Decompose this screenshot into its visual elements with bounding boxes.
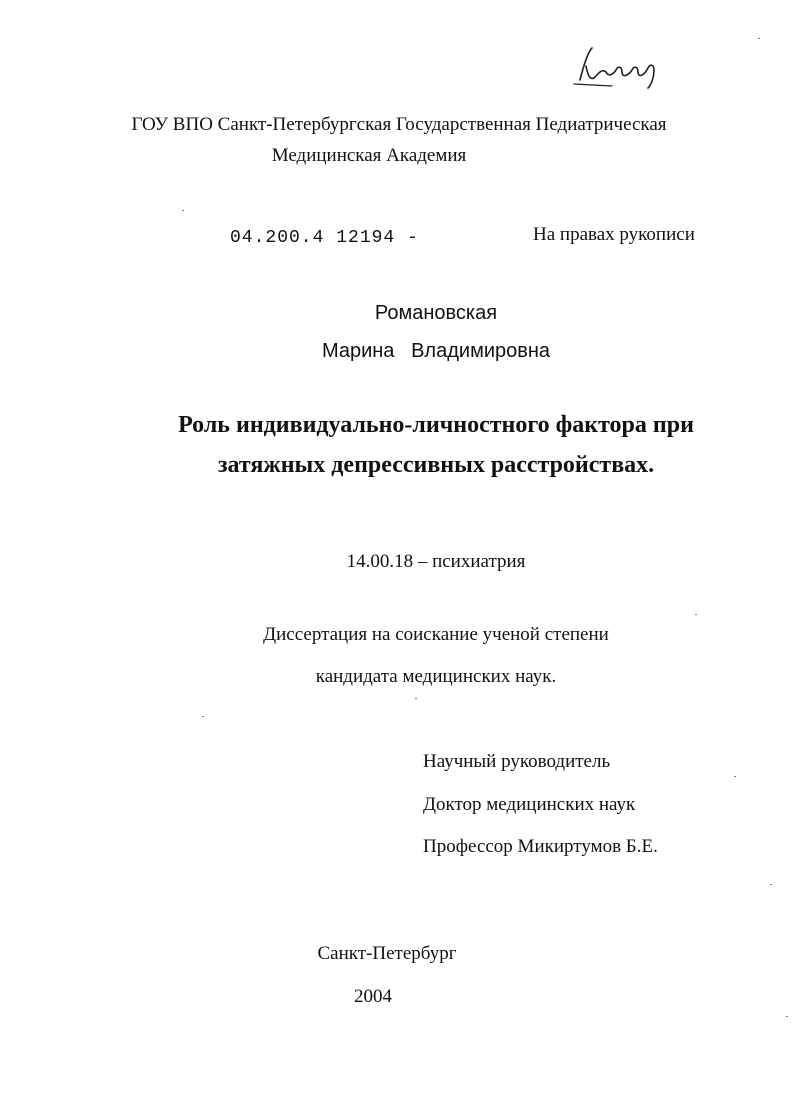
institution-line-2: Медицинская Академия [271, 145, 467, 166]
scan-speck [758, 38, 760, 39]
supervisor-degree: Доктор медицинских наук [423, 794, 636, 815]
year: 2004 [354, 986, 392, 1007]
scan-speck [770, 884, 772, 885]
scan-speck [202, 716, 204, 717]
city: Санкт-Петербург [317, 943, 457, 964]
author-given-names: Марина Владимировна [321, 340, 551, 362]
scan-speck [695, 614, 697, 615]
supervisor-name: Профессор Микиртумов Б.Е. [423, 836, 658, 857]
registration-code: 04.200.4 12194 - [230, 228, 419, 248]
handwritten-signature [572, 42, 672, 92]
degree-line-2: кандидата медицинских наук. [315, 666, 557, 687]
author-surname: Романовская [374, 302, 498, 324]
institution-line-1: ГОУ ВПО Санкт-Петербургская Государственная Педиатрическая [131, 114, 667, 135]
dissertation-title-line-2: затяжных депрессивных расстройствах. [217, 452, 655, 478]
specialty-code: 14.00.18 – психиатрия [346, 551, 526, 572]
dissertation-title-line-1: Роль индивидуально-личностного фактора при [178, 412, 694, 438]
manuscript-rights-notice: На правах рукописи [533, 224, 695, 245]
supervisor-role: Научный руководитель [423, 751, 611, 772]
scan-speck [786, 1016, 788, 1017]
scan-speck [734, 776, 736, 777]
scan-speck [182, 210, 184, 211]
scan-speck [415, 698, 417, 699]
degree-line-1: Диссертация на соискание ученой степени [263, 624, 609, 645]
